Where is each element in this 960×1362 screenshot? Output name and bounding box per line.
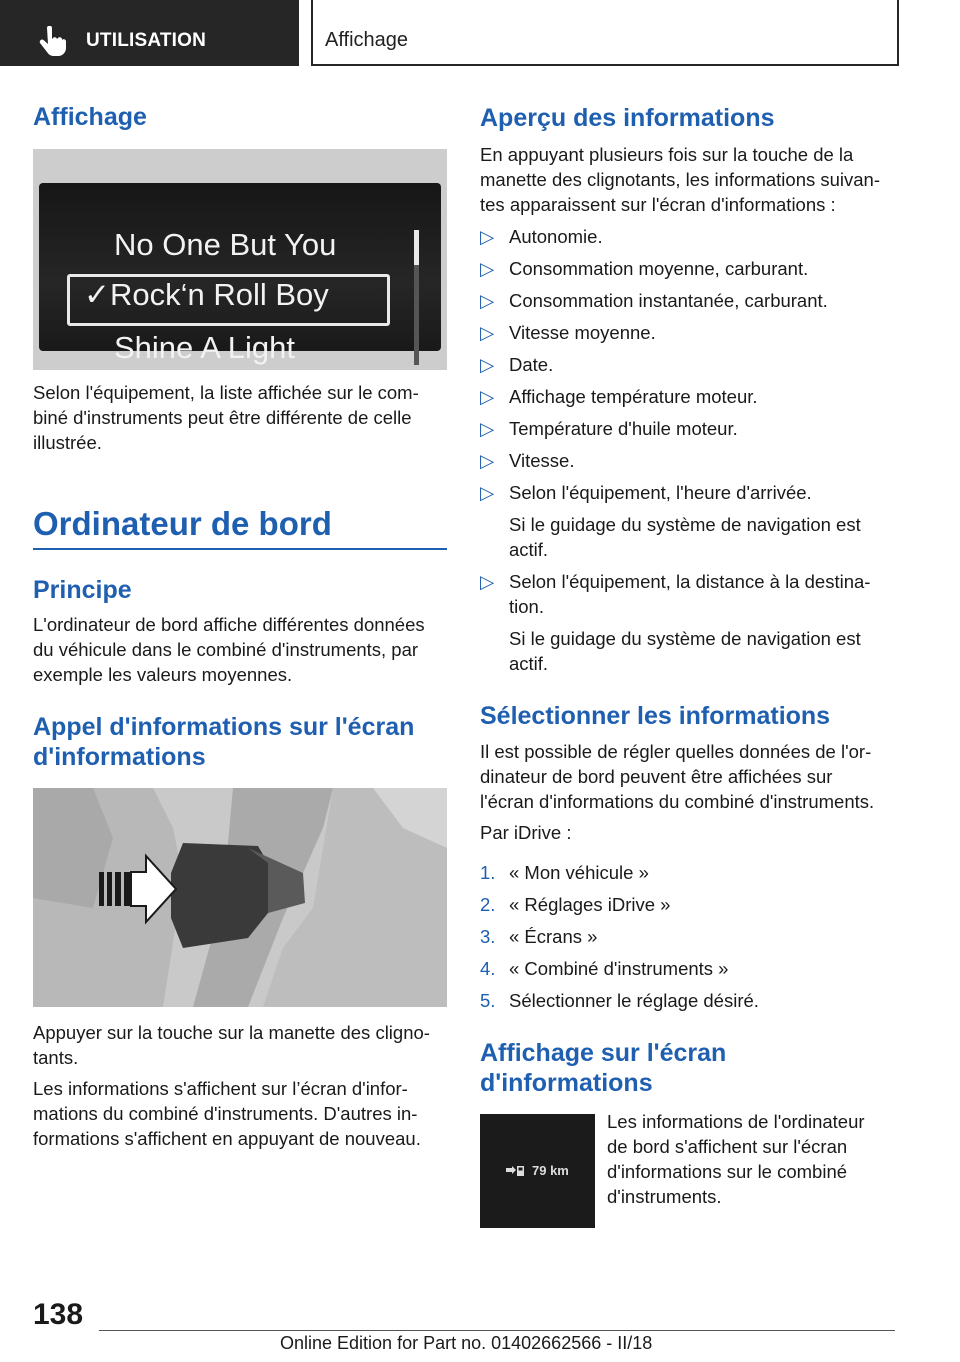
heading-principe: Principe: [33, 576, 132, 604]
note-guidage: [509, 626, 909, 676]
turn-signal-stalk-image: [33, 788, 447, 1007]
text-line: de bord s'affichent sur l'écran: [607, 1136, 848, 1157]
heading-appel-informations: [33, 712, 414, 772]
section-label: UTILISATION: [86, 30, 207, 51]
text-line: d'instruments.: [607, 1186, 722, 1207]
caption-line: Selon l'équipement, la liste affichée sur le com-: [33, 382, 419, 403]
text-line: mations du combiné d'instruments. D'autres in-: [33, 1103, 418, 1124]
heading-line: Appel d'informations sur l'écran: [33, 713, 415, 741]
text-line: Si le guidage du système de navigation est: [509, 514, 861, 535]
text-line: manette des clignotants, les informations suivan-: [480, 169, 881, 190]
note-guidage: [509, 512, 909, 562]
triangle-bullet-icon: ▷: [480, 450, 495, 471]
text-line: Appuyer sur la touche sur la manette des cligno-: [33, 1022, 430, 1043]
text-line: Les informations de l'ordinateur: [607, 1111, 865, 1132]
header-section-tab: [0, 0, 299, 66]
heading-affichage-ecran: [480, 1038, 726, 1098]
heading-selectionner: Sélectionner les informations: [480, 702, 831, 730]
text-line: d'informations sur le combiné: [607, 1161, 848, 1182]
par-idrive: Par iDrive :: [480, 822, 572, 843]
step-text: « Mon véhicule »: [509, 862, 649, 883]
triangle-bullet-icon: ▷: [480, 386, 495, 407]
triangle-bullet-icon: ▷: [480, 322, 495, 343]
list-item-text: Date.: [509, 354, 554, 375]
triangle-bullet-icon: ▷: [480, 571, 495, 592]
text-line: tants.: [33, 1047, 79, 1068]
step-number: 5.: [480, 990, 496, 1011]
text-line: formations s'affichent en appuyant de nouveau.: [33, 1128, 421, 1149]
text-line: du véhicule dans le combiné d'instruments, par: [33, 639, 419, 660]
range-fuel-icon: [506, 1163, 526, 1177]
caption-playlist: [33, 380, 447, 455]
display-text: [607, 1109, 907, 1209]
page-number: 138: [33, 1298, 84, 1331]
display-screen: [39, 183, 441, 365]
list-item-text: Consommation moyenne, carburant.: [509, 258, 809, 279]
scroll-track: [414, 265, 419, 365]
step-text: Sélectionner le réglage désiré.: [509, 990, 759, 1011]
page-title: Affichage: [325, 29, 409, 51]
text-line: dinateur de bord peuvent être affichées sur: [480, 766, 833, 787]
text-line: actif.: [509, 653, 549, 674]
heading-apercu: Aperçu des informations: [480, 104, 775, 132]
playlist-display-image: [33, 149, 447, 370]
list-item-text: Température d'huile moteur.: [509, 418, 738, 439]
list-item-continuation: [509, 594, 909, 619]
triangle-bullet-icon: ▷: [480, 482, 495, 503]
text-line: tes apparaissent sur l'écran d'informations :: [480, 194, 836, 215]
principe-text: [33, 612, 447, 687]
playlist-item: Shine A Light: [114, 330, 295, 365]
list-item-text: Autonomie.: [509, 226, 603, 247]
list-item-text: Vitesse.: [509, 450, 575, 471]
triangle-bullet-icon: ▷: [480, 354, 495, 375]
step-number: 4.: [480, 958, 496, 979]
text-line: Les informations s'affichent sur l’écran d'infor-: [33, 1078, 408, 1099]
text-line: exemple les valeurs moyennes.: [33, 664, 293, 685]
step-number: 2.: [480, 894, 496, 915]
triangle-bullet-icon: ▷: [480, 290, 495, 311]
list-item-text: Selon l'équipement, la distance à la destina-: [509, 571, 871, 592]
triangle-bullet-icon: ▷: [480, 418, 495, 439]
text-line: Si le guidage du système de navigation est: [509, 628, 861, 649]
list-item-text: Selon l'équipement, l'heure d'arrivée.: [509, 482, 812, 503]
touch-hand-icon: [38, 26, 66, 56]
text-line: tion.: [509, 596, 544, 617]
caption-press: [33, 1020, 447, 1070]
text-line: En appuyant plusieurs fois sur la touche de la: [480, 144, 854, 165]
footer-edition: Online Edition for Part no. 01402662566 - II/18: [280, 1333, 653, 1353]
heading-rule: [33, 548, 447, 550]
footer-rule: [99, 1330, 895, 1331]
text-line: actif.: [509, 539, 549, 560]
text-line: Il est possible de régler quelles données de l'or-: [480, 741, 872, 762]
selection-text: [480, 739, 900, 814]
list-item-text: Vitesse moyenne.: [509, 322, 656, 343]
stalk-illustration: [33, 788, 447, 1007]
text-line: l'écran d'informations du combiné d'instruments.: [480, 791, 875, 812]
playlist-item: No One But You: [114, 227, 337, 262]
list-item-text: Affichage température moteur.: [509, 386, 758, 407]
step-number: 3.: [480, 926, 496, 947]
heading-line: Affichage sur l'écran: [480, 1039, 727, 1067]
range-display-image: [480, 1114, 595, 1228]
step-text: « Écrans »: [509, 926, 598, 947]
heading-line: d'informations: [480, 1069, 653, 1097]
range-value: 79 km: [532, 1163, 569, 1178]
heading-line: d'informations: [33, 743, 206, 771]
apercu-text: [480, 142, 900, 217]
triangle-bullet-icon: ▷: [480, 258, 495, 279]
step-number: 1.: [480, 862, 496, 883]
heading-ordinateur-de-bord: Ordinateur de bord: [33, 505, 332, 542]
scroll-indicator: [414, 230, 419, 265]
caption-informations: [33, 1076, 447, 1151]
step-text: « Combiné d'instruments »: [509, 958, 729, 979]
text-line: L'ordinateur de bord affiche différentes données: [33, 614, 425, 635]
list-item-text: Consommation instantanée, carburant.: [509, 290, 828, 311]
caption-line: illustrée.: [33, 432, 102, 453]
heading-affichage: Affichage: [33, 103, 147, 131]
triangle-bullet-icon: ▷: [480, 226, 495, 247]
playlist-item-selected: ✓Rock‘n Roll Boy: [84, 277, 329, 312]
caption-line: biné d'instruments peut être différente de celle: [33, 407, 412, 428]
step-text: « Réglages iDrive »: [509, 894, 671, 915]
